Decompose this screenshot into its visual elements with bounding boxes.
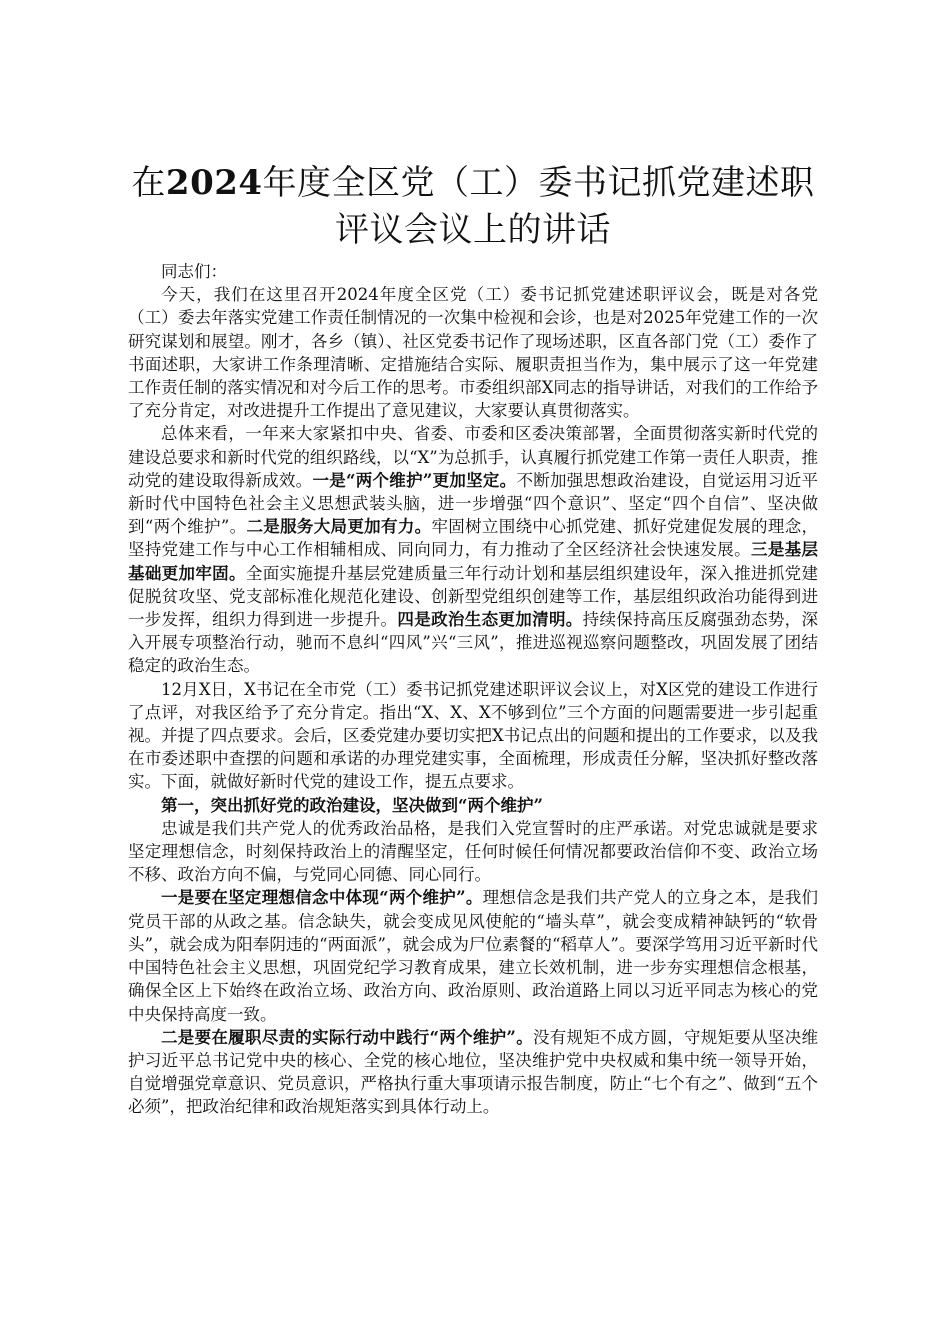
summary-text-3: 全面实施提升基层党建质量三年行动计划和基层组织建设年，深入推进抓党建促脱贫攻坚、党支部标准化规范化建设、创新型党组织创建等工作，基层组织政治功能得到进一步发挥，组织力得到进一步提升。 bbox=[128, 563, 819, 630]
summary-point-4: 四是政治生态更加清明。 bbox=[397, 610, 583, 630]
document-title bbox=[128, 160, 818, 254]
summary-point-3: 三是基层基础更加牢固。 bbox=[128, 540, 819, 583]
title-line1-prefix: 在 bbox=[131, 163, 166, 203]
section-heading-1: 第一，突出抓好党的政治建设，坚决做到“两个维护” bbox=[161, 795, 543, 815]
paragraph-review: 12月X日，X书记在全市党（工）委书记抓党建述职评议会议上，对X区党的建设工作进行了点评，对我区给予了充分肯定。指出“X、X、X不够到位”三个方面的问题需要进一步引起重视。并提了四点要求。会后，区委党建办要切实把X书记点出的问题和提出的工作要求，以及我在市委述职中查摆的问题和承诺的办理党建实事，全面梳理，形成责任分解，坚决抓好整改落实。下面，就做好新时代党的建设工作，提五点要求。 bbox=[128, 679, 818, 792]
paragraph-loyalty: 忠诚是我们共产党人的优秀政治品格，是我们入党宣誓时的庄严承诺。对党忠诚就是要求坚定理想信念，时刻保持政治上的清醒坚定，任何时候任何情况都要政治信仰不变、政治立场不移、政治方向不偏，与党同心同德、同心同行。 bbox=[128, 818, 818, 885]
summary-text-0: 总体来看，一年来大家紧扣中央、省委、市委和区委决策部署，全面贯彻落实新时代党的建设总要求和新时代党的组织路线，以“X”为总抓手，认真履行抓党建工作第一责任人职责，推动党的建设取得新成效。 bbox=[128, 424, 818, 490]
document-page bbox=[128, 160, 818, 1119]
summary-text-1: 不断加强思想政治建设，自觉运用习近平新时代中国特色社会主义思想武装头脑，进一步增强“四个意识”、坚定“四个自信”、坚决做到“两个维护”。 bbox=[128, 470, 819, 537]
paragraph-point-one bbox=[128, 886, 818, 1025]
summary-text-2: 牢固树立围绕中心抓党建、抓好党建促发展的理念，坚持党建工作与中心工作相辅相成、同向同力，有力推动了全区经济社会快速发展。 bbox=[128, 517, 819, 560]
paragraph-summary bbox=[128, 422, 818, 677]
title-line1-suffix: 年度全区党（工）委书记抓党建述职 bbox=[262, 163, 815, 203]
title-year: 2024 bbox=[165, 163, 263, 203]
point-two-text: 没有规矩不成方圆，守规矩要从坚决维护习近平总书记党中央的核心、全党的核心地位，坚决维护党中央权威和集中统一领导开始，自觉增强党章意识、党员意识，严格执行重大事项请示报告制度，防止“七个有之”、做到“五个必须”，把政治纪律和政治规矩落实到具体行动上。 bbox=[128, 1027, 819, 1117]
point-two-heading: 二是要在履职尽责的实际行动中践行“两个维护”。 bbox=[161, 1027, 533, 1047]
salutation: 同志们： bbox=[161, 262, 227, 281]
point-one-text: 理想信念是我们共产党人的立身之本，是我们党员干部的从政之基。信念缺失，就会变成见风使舵的“墙头草”，就会变成精神缺钙的“软骨头”，就会成为阳奉阴违的“两面派”，就会成为尸位素餐的“稻草人”。要深学笃用习近平新时代中国特色社会主义思想，巩固党纪学习教育成果，建立长效机制，进一步夯实理想信念根基，确保全区上下始终在政治立场、政治方向、政治原则、政治道路上同以习近平同志为核心的党中央保持高度一致。 bbox=[128, 888, 819, 1024]
paragraph-point-two bbox=[128, 1026, 818, 1119]
paragraph-intro: 今天，我们在这里召开2024年度全区党（工）委书记抓党建述职评议会，既是对各党（工）委去年落实党建工作责任制情况的一次集中检视和会诊，也是对2025年党建工作的一次研究谋划和展望。刚才，各乡（镇）、社区党委书记作了现场述职，区直各部门党（工）委作了书面述职，大家讲工作条理清晰、定措施结合实际、履职责担当作为，集中展示了这一年党建工作责任制的落实情况和对今后工作的思考。市委组织部X同志的指导讲话，对我们的工作给予了充分肯定，对改进提升工作提出了意见建议，大家要认真贯彻落实。 bbox=[128, 285, 818, 421]
title-line2: 评议会议上的讲话 bbox=[335, 210, 611, 250]
summary-point-2: 二是服务大局更加有力。 bbox=[246, 517, 432, 537]
summary-text-4: 持续保持高压反腐强劲态势，深入开展专项整治行动，驰而不息纠“四风”兴“三风”，推进巡视巡察问题整改，巩固发展了团结稳定的政治生态。 bbox=[128, 610, 819, 676]
point-one-heading: 一是要在坚定理想信念中体现“两个维护”。 bbox=[161, 888, 483, 908]
summary-point-1: 一是“两个维护”更加坚定。 bbox=[312, 470, 517, 490]
